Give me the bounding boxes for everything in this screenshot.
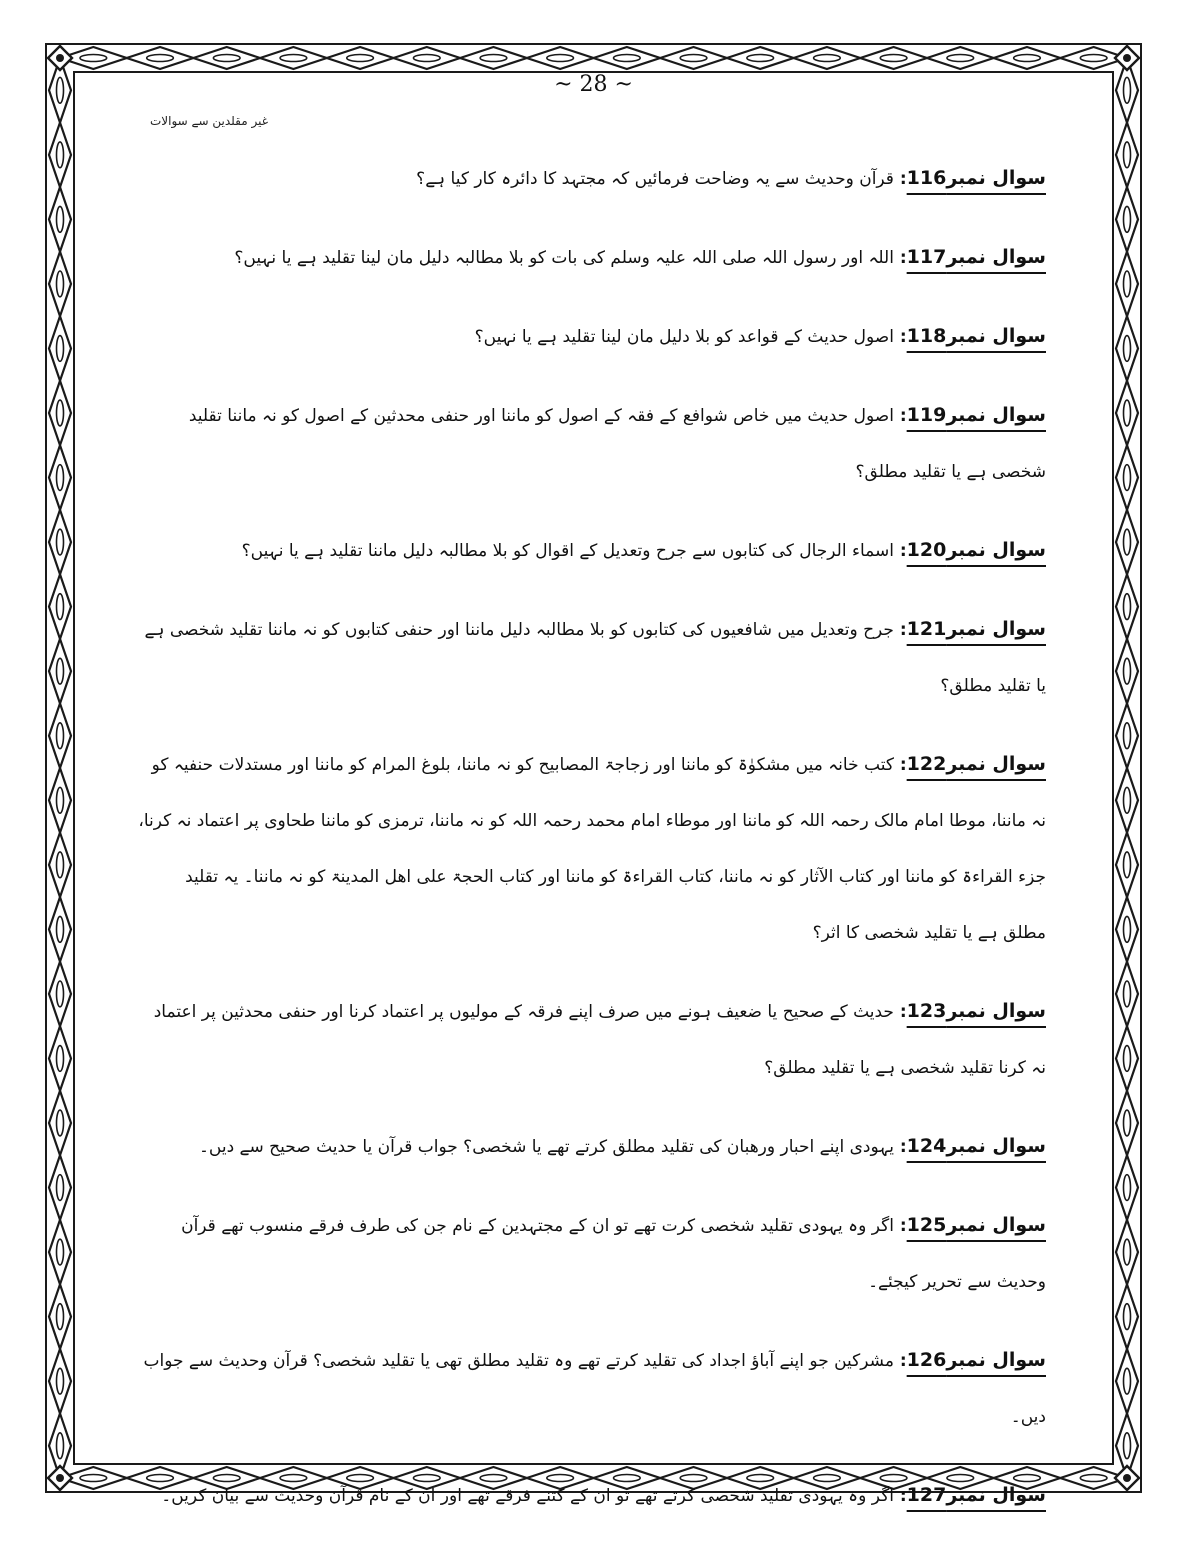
border-corner-dot (1123, 54, 1131, 62)
question-item: سوال نمبر122: کتب خانہ میں مشکوٰۃ کو ماننا اور زجاجۃ المصابیح کو نہ ماننا، بلوغ المرام کو ماننا اور مستدلات حنفیہ کو نہ ماننا، موطا امام مالک رحمہ اللہ کو ماننا اور موطاء امام محمد رحمہ اللہ کو نہ ماننا، ترمزی کو ماننا طحاوی پر اعتماد نہ کرنا، جزء القراءۃ کو ماننا اور کتاب الآثار کو نہ ماننا، کتاب القراءۃ کو ماننا اور کتاب الحجۃ علی اھل المدینۃ کو نہ ماننا۔ یہ تقلید مطلق ہے یا تقلید شخصی کا اثر؟ (138, 753, 1046, 943)
border-link (594, 47, 661, 69)
border-link (1116, 252, 1138, 317)
question-text: اسماء الرجال کی کتابوں سے جرح وتعدیل کے اقوال کو بلا مطالبہ دلیل ماننا تقلید ہے یا نہیں؟ (241, 541, 894, 561)
question-number: سوال نمبر118 (906, 325, 1046, 347)
border-link (1116, 768, 1138, 833)
border-link (1116, 639, 1138, 704)
border-link (49, 1220, 71, 1285)
question-text: مشرکین جو اپنے آباؤ اجداد کی تقلید کرتے تھے وہ تقلید مطلق تھی یا تقلید شخصی؟ قرآن وحدیث سے جواب دیں۔ (143, 1351, 1046, 1427)
border-link (527, 47, 594, 69)
border-link (49, 833, 71, 898)
question-item: سوال نمبر120: اسماء الرجال کی کتابوں سے جرح وتعدیل کے اقوال کو بلا مطالبہ دلیل ماننا تقلید ہے یا نہیں؟ (241, 539, 1046, 561)
question-item: سوال نمبر125: اگر وہ یہودی تقلید شخصی کرت تھے تو ان کے مجتہدین کے نام جن کی طرف فرقے منسوب تھے قرآن وحدیث سے تحریر کیجئے۔ (181, 1214, 1046, 1292)
question-text: کتب خانہ میں مشکوٰۃ کو ماننا اور زجاجۃ المصابیح کو نہ ماننا، بلوغ المرام کو ماننا اور مستدلات حنفیہ کو نہ ماننا، موطا امام مالک رحمہ اللہ کو ماننا اور موطاء امام محمد رحمہ اللہ کو نہ ماننا، ترمزی کو ماننا طحاوی پر اعتماد نہ کرنا، جزء القراءۃ کو ماننا اور کتاب الآثار کو نہ ماننا، کتاب القراءۃ کو ماننا اور کتاب الحجۃ علی اھل المدینۃ کو نہ ماننا۔ یہ تقلید مطلق ہے یا تقلید شخصی کا اثر؟ (138, 755, 1046, 943)
question-text: اصول حدیث میں خاص شوافع کے فقہ کے اصول کو ماننا اور حنفی محدثین کے اصول کو نہ ماننا تقلید شخصی ہے یا تقلید مطلق؟ (188, 406, 1046, 482)
border-link (260, 47, 327, 69)
border-corner-dot (56, 54, 64, 62)
question-text: حدیث کے صحیح یا ضعیف ہونے میں صرف اپنے فرقہ کے مولیوں پر اعتماد کرنا اور حنفی محدثین پر اعتماد نہ کرنا تقلید شخصی ہے یا تقلید مطلق؟ (153, 1002, 1046, 1078)
border-link (794, 47, 861, 69)
question-item: سوال نمبر116: قرآن وحدیث سے یہ وضاحت فرمائیں کہ مجتہد کا دائرہ کار کیا ہے؟ (416, 167, 1046, 189)
border-link (49, 381, 71, 446)
border-link (1116, 1091, 1138, 1156)
border-link (49, 962, 71, 1027)
border-link (49, 1026, 71, 1091)
border-link (1116, 187, 1138, 252)
border-link (460, 47, 527, 69)
page-number: ~ 28 ~ (554, 72, 633, 97)
border-link (1116, 574, 1138, 639)
border-link (49, 1349, 71, 1414)
question-number: سوال نمبر121 (906, 618, 1046, 640)
border-link (49, 1091, 71, 1156)
running-header: غیر مقلدین سے سوالات (149, 114, 268, 128)
border-link (1116, 1349, 1138, 1414)
border-link (49, 639, 71, 704)
border-link (127, 47, 194, 69)
border-link (1116, 897, 1138, 962)
border-link (49, 252, 71, 317)
question-number: سوال نمبر117 (906, 246, 1046, 268)
question-text: اگر وہ یہودی تقلید شخصی کرتے تھے تو ان کے کتنے فرقے تھے اور ان کے نام قرآن وحدیث سے بیان کریں۔ (161, 1486, 894, 1506)
question-number: سوال نمبر126 (906, 1349, 1046, 1371)
question-number: سوال نمبر127 (906, 1484, 1046, 1506)
border-link (860, 47, 927, 69)
question-text: اصول حدیث کے قواعد کو بلا دلیل مان لینا تقلید ہے یا نہیں؟ (474, 327, 894, 347)
border-link (660, 47, 727, 69)
question-item: سوال نمبر124: یہودی اپنے احبار ورھبان کی تقلید مطلق کرتے تھے یا شخصی؟ جواب قرآن یا حدیث صحیح سے دیں۔ (198, 1135, 1046, 1157)
border-link (49, 897, 71, 962)
border-link (1116, 123, 1138, 188)
question-number: سوال نمبر122 (906, 753, 1046, 775)
border-link (49, 768, 71, 833)
border-link (393, 47, 460, 69)
border-link (1116, 316, 1138, 381)
question-item: سوال نمبر118: اصول حدیث کے قواعد کو بلا دلیل مان لینا تقلید ہے یا نہیں؟ (474, 325, 1046, 347)
question-number: سوال نمبر120 (906, 539, 1046, 561)
border-link (49, 510, 71, 575)
border-corner-dot (56, 1474, 64, 1482)
border-corner-dot (1123, 1474, 1131, 1482)
border-link (193, 47, 260, 69)
border-link (327, 47, 394, 69)
border-link (1116, 833, 1138, 898)
border-link (49, 703, 71, 768)
question-number: سوال نمبر125 (906, 1214, 1046, 1236)
border-link (49, 1155, 71, 1220)
border-link (1116, 1026, 1138, 1091)
border-link (927, 47, 994, 69)
border-link (1116, 381, 1138, 446)
question-item: سوال نمبر117: اللہ اور رسول اللہ صلی اللہ علیہ وسلم کی بات کو بلا مطالبہ دلیل مان لینا تقلید ہے یا نہیں؟ (234, 246, 1046, 268)
question-number: سوال نمبر119 (906, 404, 1046, 426)
border-link (1116, 1220, 1138, 1285)
question-item: سوال نمبر127: اگر وہ یہودی تقلید شخصی کرتے تھے تو ان کے کتنے فرقے تھے اور ان کے نام قرآن وحدیث سے بیان کریں۔ (161, 1484, 1046, 1506)
border-link (49, 123, 71, 188)
question-list (138, 150, 1046, 1546)
question-text: یہودی اپنے احبار ورھبان کی تقلید مطلق کرتے تھے یا شخصی؟ جواب قرآن یا حدیث صحیح سے دیں۔ (198, 1137, 894, 1157)
border-link (1116, 510, 1138, 575)
question-item: سوال نمبر126: مشرکین جو اپنے آباؤ اجداد کی تقلید کرتے تھے وہ تقلید مطلق تھی یا تقلید شخصی؟ قرآن وحدیث سے جواب دیں۔ (143, 1349, 1046, 1427)
question-item: سوال نمبر121: جرح وتعدیل میں شافعیوں کی کتابوں کو بلا مطالبہ دلیل ماننا اور حنفی کتابوں کو نہ ماننا تقلید شخصی ہے یا تقلید مطلق؟ (144, 618, 1046, 696)
question-text: اگر وہ یہودی تقلید شخصی کرت تھے تو ان کے مجتہدین کے نام جن کی طرف فرقے منسوب تھے قرآن وحدیث سے تحریر کیجئے۔ (181, 1216, 1046, 1292)
question-number: سوال نمبر124 (906, 1135, 1046, 1157)
question-text: جرح وتعدیل میں شافعیوں کی کتابوں کو بلا مطالبہ دلیل ماننا اور حنفی کتابوں کو نہ ماننا تقلید شخصی ہے یا تقلید مطلق؟ (144, 620, 1046, 696)
border-link (1116, 962, 1138, 1027)
border-link (49, 316, 71, 381)
border-link (1116, 445, 1138, 510)
border-link (1116, 703, 1138, 768)
border-link (49, 187, 71, 252)
border-link (1116, 1284, 1138, 1349)
border-link (1116, 1155, 1138, 1220)
question-item: سوال نمبر123: حدیث کے صحیح یا ضعیف ہونے میں صرف اپنے فرقہ کے مولیوں پر اعتماد کرنا اور حنفی محدثین پر اعتماد نہ کرنا تقلید شخصی ہے یا تقلید مطلق؟ (153, 1000, 1046, 1078)
border-link (49, 1284, 71, 1349)
border-link (49, 445, 71, 510)
border-link (994, 47, 1061, 69)
question-number: سوال نمبر123 (906, 1000, 1046, 1022)
question-text: اللہ اور رسول اللہ صلی اللہ علیہ وسلم کی بات کو بلا مطالبہ دلیل مان لینا تقلید ہے یا نہیں؟ (234, 248, 894, 268)
question-text: قرآن وحدیث سے یہ وضاحت فرمائیں کہ مجتہد کا دائرہ کار کیا ہے؟ (416, 169, 894, 189)
border-link (727, 47, 794, 69)
question-number: سوال نمبر116 (906, 167, 1046, 189)
question-item: سوال نمبر119: اصول حدیث میں خاص شوافع کے فقہ کے اصول کو ماننا اور حنفی محدثین کے اصول کو نہ ماننا تقلید شخصی ہے یا تقلید مطلق؟ (188, 404, 1046, 482)
border-link (49, 574, 71, 639)
